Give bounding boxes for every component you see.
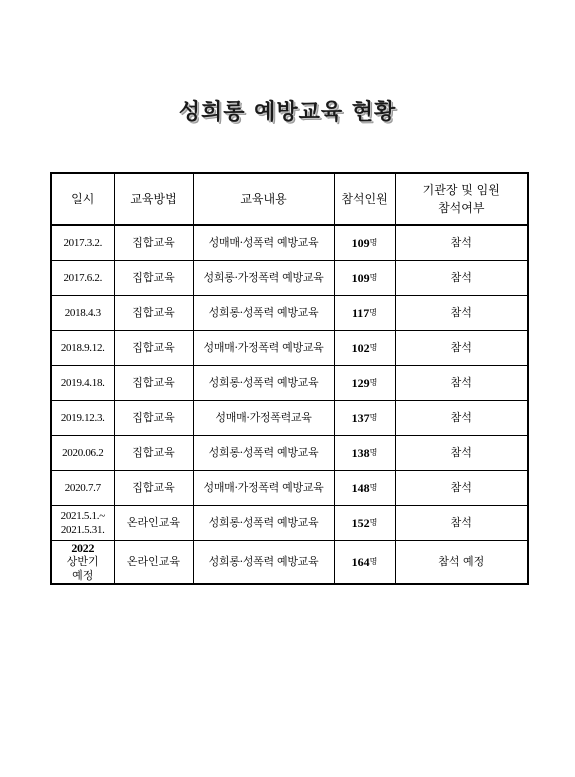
cell-method: 집합교육 (114, 471, 193, 506)
header-date: 일시 (51, 173, 114, 225)
cell-date: 2019.4.18. (51, 366, 114, 401)
header-executive-attendance (395, 173, 528, 225)
header-content: 교육내용 (193, 173, 334, 225)
attendee-unit: 명 (369, 272, 378, 282)
date-line1: 2021.5.1.~ (60, 510, 105, 522)
cell-attendees (334, 331, 395, 366)
date-line2: 2021.5.31. (60, 524, 105, 536)
table-row (51, 401, 528, 436)
cell-attendees (334, 366, 395, 401)
cell-content: 성희롱·성폭력 예방교육 (193, 506, 334, 541)
header-attendees: 참석인원 (334, 173, 395, 225)
cell-content: 성희롱·성폭력 예방교육 (193, 366, 334, 401)
cell-attendees (334, 261, 395, 296)
attendee-count: 152 (351, 515, 370, 530)
cell-content: 성희롱·성폭력 예방교육 (193, 541, 334, 585)
page-title: 성희롱 예방교육 현황 (178, 100, 397, 125)
cell-attendees (334, 471, 395, 506)
attendee-unit: 명 (369, 307, 378, 317)
attendee-unit: 명 (369, 377, 378, 387)
cell-status: 참석 (395, 225, 528, 261)
cell-status: 참석 (395, 471, 528, 506)
cell-date: 2019.12.3. (51, 401, 114, 436)
attendee-count: 109 (351, 235, 370, 250)
cell-method: 집합교육 (114, 296, 193, 331)
cell-status: 참석 (395, 296, 528, 331)
cell-content: 성희롱·성폭력 예방교육 (193, 296, 334, 331)
cell-method: 집합교육 (114, 225, 193, 261)
cell-status: 참석 (395, 331, 528, 366)
attendee-unit: 명 (369, 517, 378, 527)
attendee-count: 129 (351, 375, 370, 390)
cell-method: 집합교육 (114, 261, 193, 296)
table-row (51, 506, 528, 541)
table-row (51, 261, 528, 296)
cell-method: 집합교육 (114, 436, 193, 471)
attendee-count: 109 (351, 270, 370, 285)
date-line3: 예정 (72, 569, 94, 582)
cell-content: 성매매·가정폭력 예방교육 (193, 471, 334, 506)
cell-method: 집합교육 (114, 331, 193, 366)
cell-method: 온라인교육 (114, 506, 193, 541)
attendee-unit: 명 (369, 556, 378, 566)
attendee-count: 137 (351, 410, 370, 425)
attendee-count: 138 (351, 445, 370, 460)
date-line2: 상반기 (66, 555, 99, 568)
cell-date: 2020.06.2 (51, 436, 114, 471)
attendee-unit: 명 (369, 412, 378, 422)
table-header-row (51, 173, 528, 225)
cell-date (51, 541, 114, 585)
attendee-count: 117 (351, 305, 370, 320)
attendee-unit: 명 (369, 482, 378, 492)
header-method: 교육방법 (114, 173, 193, 225)
cell-method: 온라인교육 (114, 541, 193, 585)
cell-status: 참석 (395, 366, 528, 401)
cell-content: 성매매·가정폭력교육 (193, 401, 334, 436)
cell-date: 2018.9.12. (51, 331, 114, 366)
cell-date: 2018.4.3 (51, 296, 114, 331)
cell-content: 성매매·가정폭력 예방교육 (193, 331, 334, 366)
cell-date: 2017.6.2. (51, 261, 114, 296)
cell-date: 2020.7.7 (51, 471, 114, 506)
cell-method: 집합교육 (114, 366, 193, 401)
table-row (51, 366, 528, 401)
cell-attendees (334, 225, 395, 261)
attendee-count: 148 (351, 480, 370, 495)
header-executive-line1: 기관장 및 임원 (422, 183, 500, 197)
attendee-unit: 명 (369, 237, 378, 247)
header-executive-line2: 참석여부 (438, 201, 485, 215)
attendee-unit: 명 (369, 342, 378, 352)
cell-attendees (334, 436, 395, 471)
cell-status: 참석 (395, 436, 528, 471)
table-row (51, 436, 528, 471)
cell-status: 참석 (395, 506, 528, 541)
table-row (51, 331, 528, 366)
table-row (51, 225, 528, 261)
attendee-count: 102 (351, 340, 370, 355)
cell-content: 성매매·성폭력 예방교육 (193, 225, 334, 261)
cell-content: 성희롱·가정폭력 예방교육 (193, 261, 334, 296)
table-row (51, 296, 528, 331)
table-row (51, 471, 528, 506)
table-row (51, 541, 528, 585)
cell-content: 성희롱·성폭력 예방교육 (193, 436, 334, 471)
cell-attendees (334, 401, 395, 436)
cell-method: 집합교육 (114, 401, 193, 436)
cell-status: 참석 (395, 401, 528, 436)
cell-attendees (334, 506, 395, 541)
cell-date (51, 506, 114, 541)
cell-attendees (334, 296, 395, 331)
cell-date: 2017.3.2. (51, 225, 114, 261)
cell-attendees (334, 541, 395, 585)
attendee-count: 164 (351, 554, 370, 569)
cell-status: 참석 예정 (395, 541, 528, 585)
education-status-table (50, 172, 529, 585)
cell-status: 참석 (395, 261, 528, 296)
attendee-unit: 명 (369, 447, 378, 457)
date-line1: 2022 (71, 541, 95, 555)
